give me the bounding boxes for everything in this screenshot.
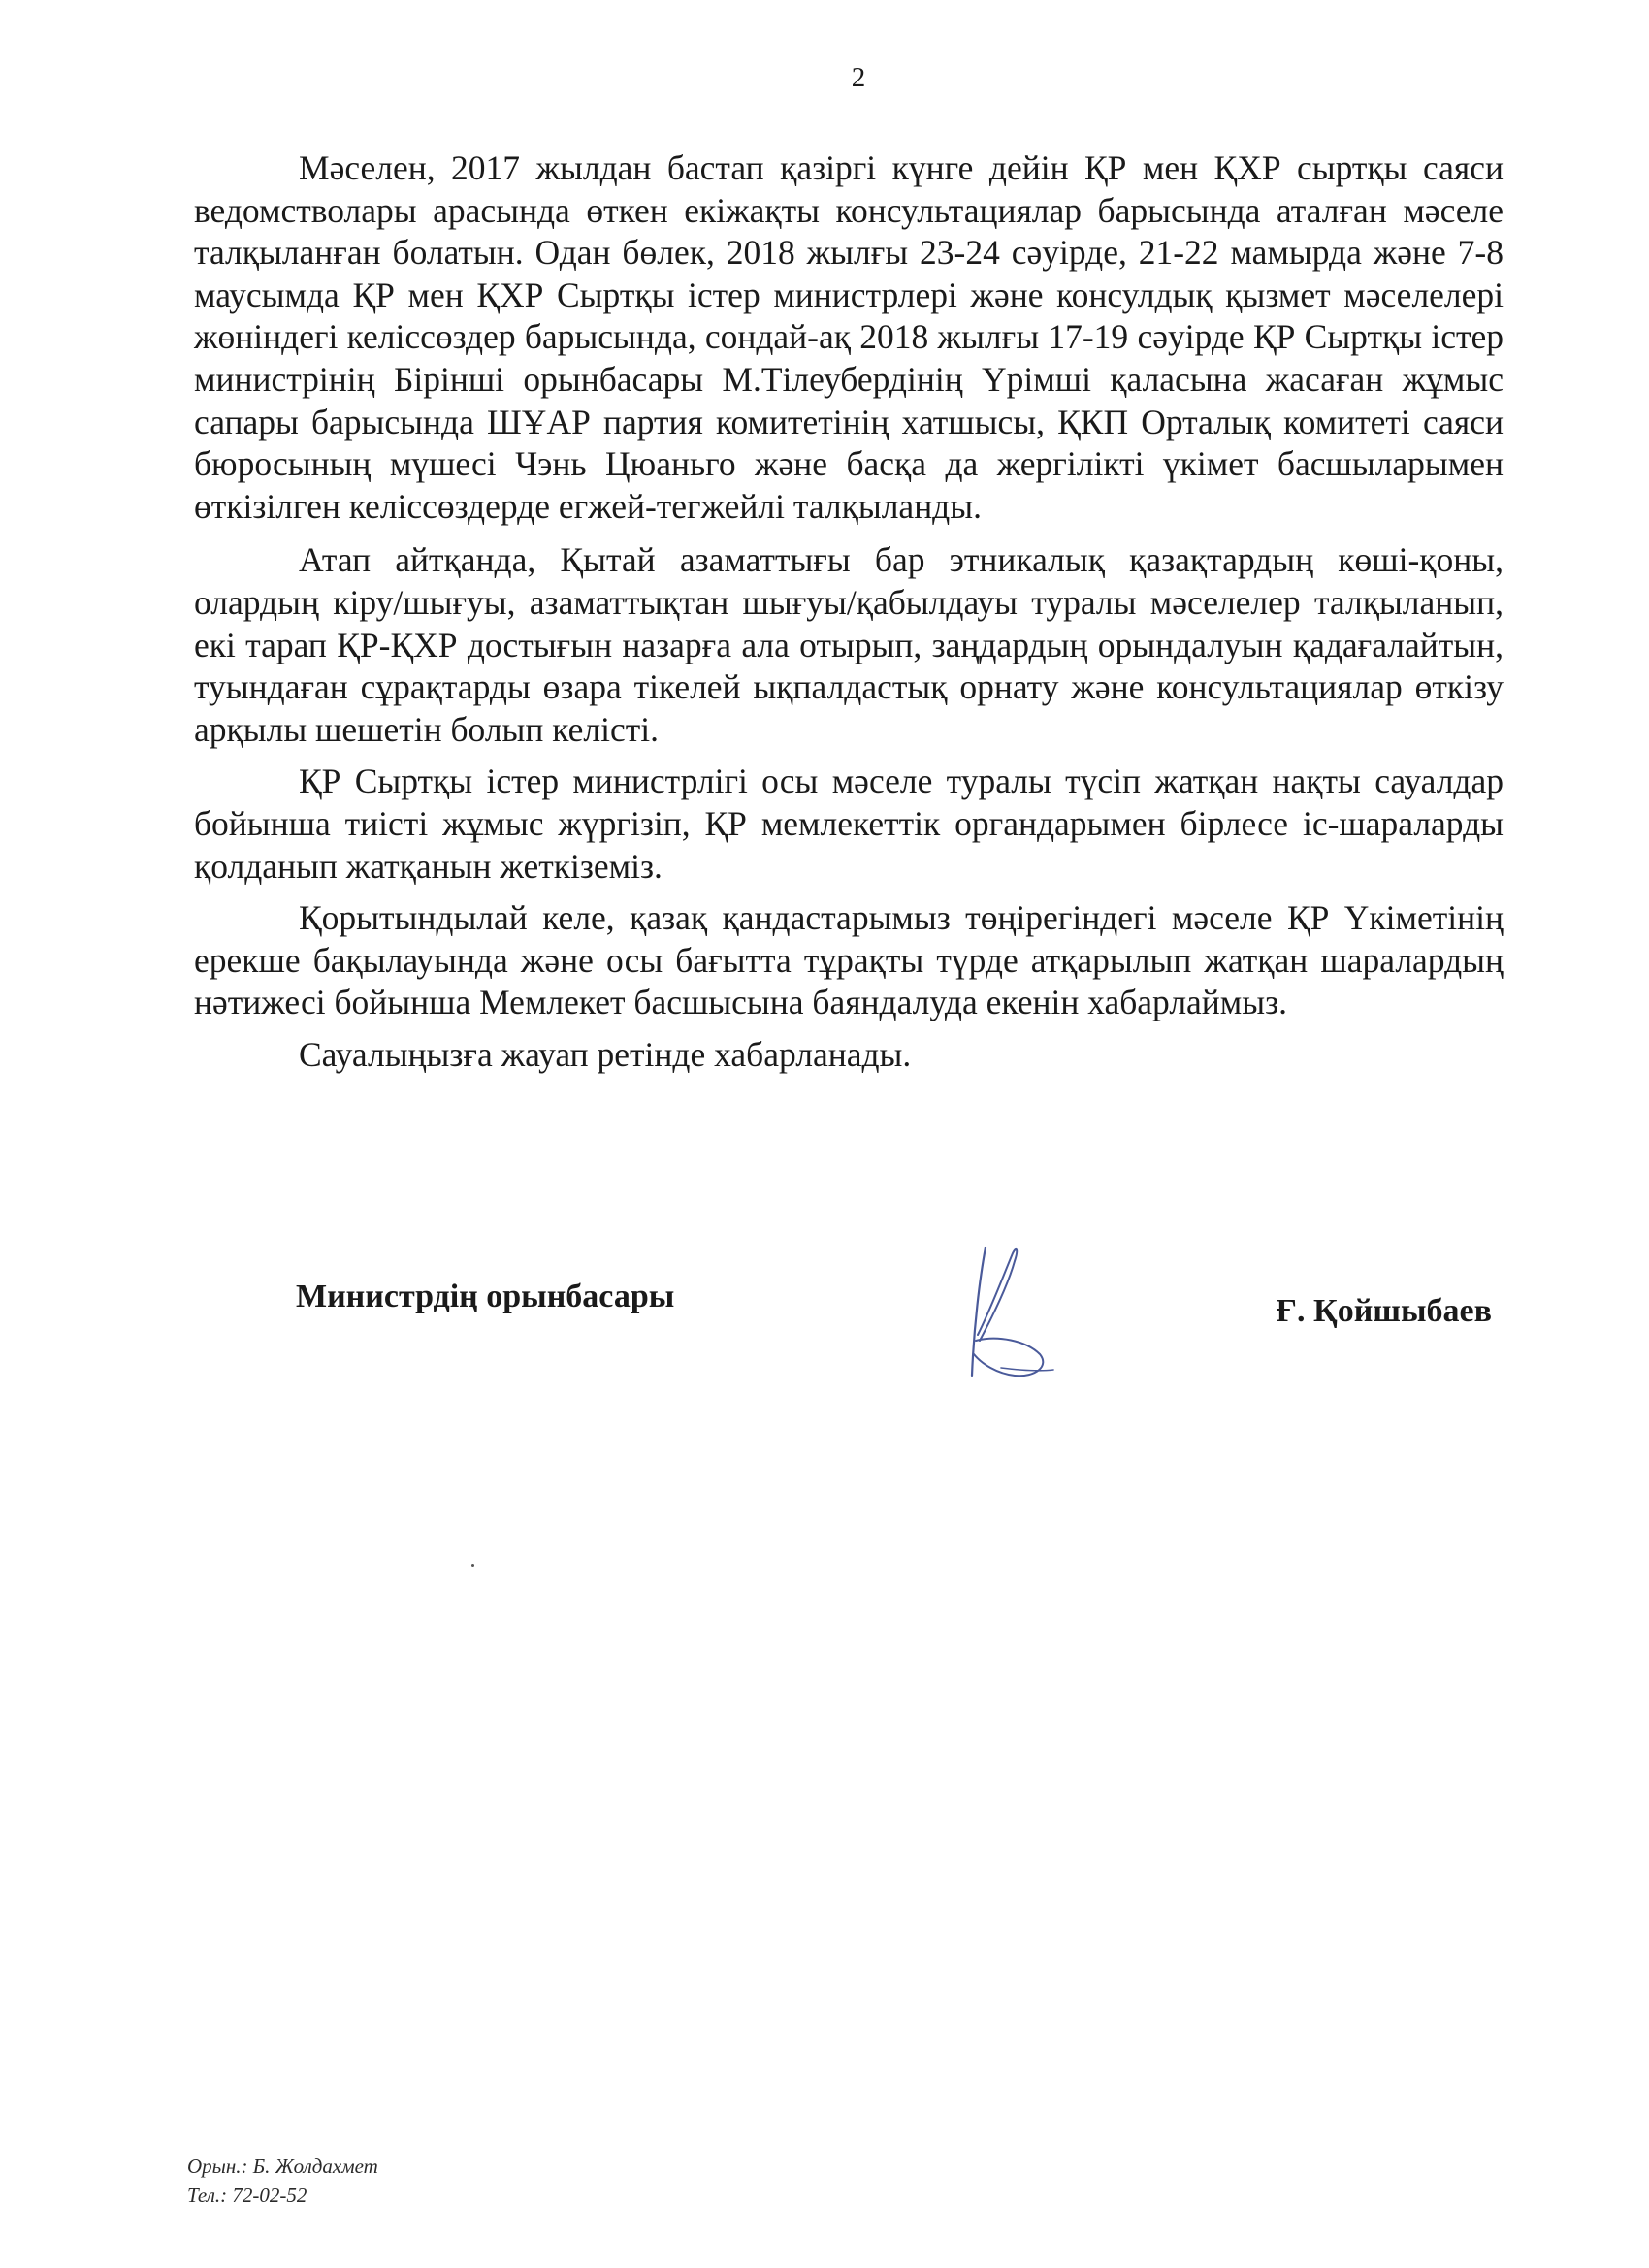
paragraph-1: Мәселен, 2017 жылдан бастап қазіргі күнге дейін ҚР мен ҚХР сыртқы саяси ведомстволары арасында өткен екіжақты консультациялар барысында аталған мәселе талқыланған болатын. Одан бөлек, 2018 жылғы 23-24 сәуірде, 21-22 мамырда және 7-8 маусымда ҚР мен ҚХР Сыртқы істер министрлері және консулдық қызмет мәселелері жөніндегі келіссөздер барысында, сондай-ақ 2018 жылғы 17-19 сәуірде ҚР Сыртқы істер министрінің Бірінші орынбасары М.Тілеубердінің Үрімші қаласына жасаған жұмыс сапары барысында ШҰАР партия комитетінің хатшысы, ҚКП Орталық комитеті саяси бюросының мүшесі Чэнь Цюаньго және басқа да жергілікті үкімет басшыларымен өткізілген келіссөздерде егжей-тегжейлі талқыланды.: [194, 148, 1504, 526]
paragraph-2: Атап айтқанда, Қытай азаматтығы бар этникалық қазақтардың көші-қоны, олардың кіру/шығуы, азаматтықтан шығуы/қабылдауы туралы мәселелер талқыланып, екі тарап ҚР-ҚХР достығын назарға ала отырып, заңдардың орындалуын қадағалайтын, туындаған сұрақтарды өзара тікелей ықпалдастық орнату және консультациялар өткізу арқылы шешетін болып келісті.: [194, 540, 1504, 749]
page-number: 2: [851, 62, 866, 93]
executor-footer: [187, 2152, 378, 2210]
executor-phone: Тел.: 72-02-52: [187, 2184, 307, 2207]
letter-body: [194, 146, 1504, 1076]
signatory-position-title: Министрдің орынбасары: [296, 1279, 675, 1314]
paragraph-5: Сауалыңызға жауап ретінде хабарланады.: [299, 1034, 912, 1074]
speck: [471, 1564, 474, 1567]
paragraph-4: Қорытындылай келе, қазақ қандастарымыз төңірегіндегі мәселе ҚР Үкіметінің ерекше бақылауында және осы бағытта тұрақты түрде атқарылып жатқан шаралардың нәтижесі бойынша Мемлекет басшысына баяндалуда екенін хабарлаймыз.: [194, 898, 1504, 1022]
executor-name: Орын.: Б. Жолдахмет: [187, 2155, 378, 2178]
signatory-name: Ғ. Қойшыбаев: [1276, 1293, 1492, 1329]
paragraph-3: ҚР Сыртқы істер министрлігі осы мәселе туралы түсіп жатқан нақты сауалдар бойынша тиісті жұмыс жүргізіп, ҚР мемлекеттік органдарымен бірлесе іс-шараларды қолданып жатқанын жеткіземіз.: [194, 761, 1504, 886]
handwritten-signature: [958, 1240, 1065, 1385]
